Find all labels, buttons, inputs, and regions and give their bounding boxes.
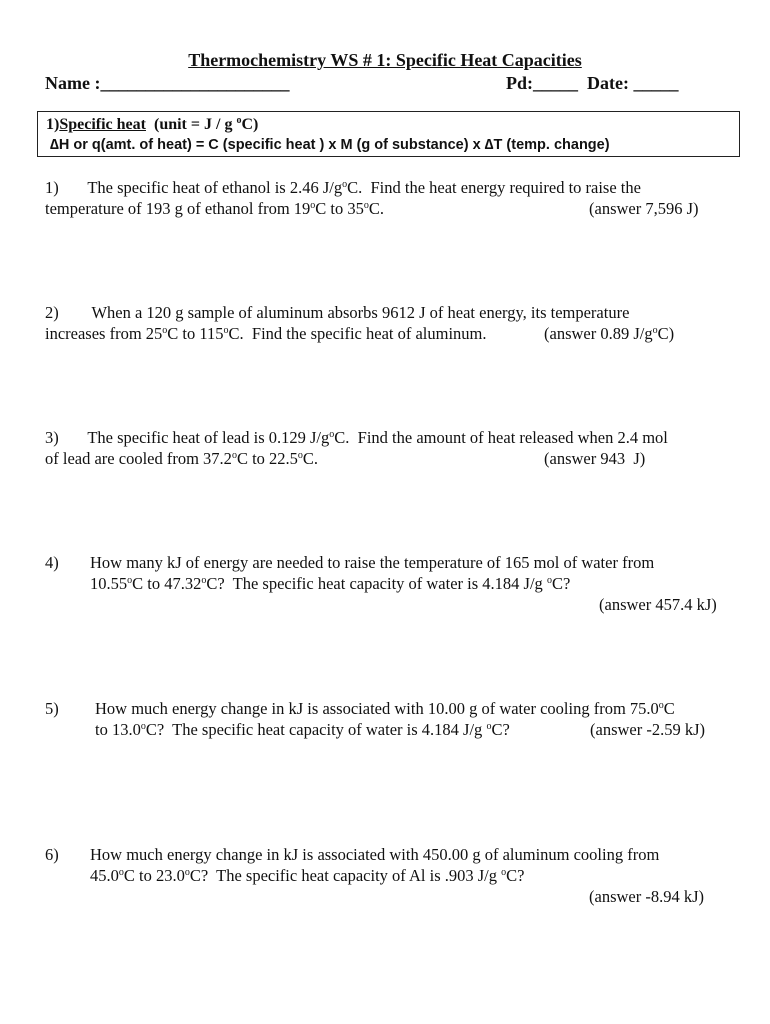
question-text: When a 120 g sample of aluminum absorbs 9612 J of heat energy, its temperature (91, 303, 630, 322)
degree-mark: o (231, 450, 237, 461)
degree-mark: o (363, 200, 369, 211)
specific-heat-formula-box (37, 111, 740, 157)
question-text: C? (551, 574, 571, 593)
question-text: The specific heat of lead is 0.129 J/g (87, 428, 330, 447)
degree-mark: o (223, 325, 229, 336)
formula-box-number: 1) (46, 116, 60, 133)
question-2-line-1 (45, 302, 629, 323)
degree-mark: o (546, 575, 552, 586)
question-4-line-1: How many kJ of energy are needed to raise the temperature of 165 mol of water from (90, 553, 655, 572)
question-text: C to 47.32 (132, 574, 202, 593)
question-text: C to 22.5 (236, 449, 298, 468)
degree-mark: o (652, 325, 658, 336)
question-text: C? The specific heat capacity of Al is .903 J/g (189, 866, 502, 885)
question-text: C (663, 699, 675, 718)
question-text: C? (491, 720, 510, 739)
degree-mark: o (329, 429, 335, 440)
date-blank: _____ (633, 73, 679, 93)
name-label: Name : (45, 73, 101, 93)
question-text: C. Find the heat energy required to raise the (347, 178, 641, 197)
question-text: C. Find the specific heat of aluminum. (228, 324, 487, 343)
date-label: Date: (587, 73, 629, 93)
degree-mark: o (162, 325, 168, 336)
answer-text: C) (657, 324, 675, 343)
unit-text-close: C) (241, 116, 259, 133)
unit-text-open: (unit = J / g (145, 116, 237, 133)
specific-heat-equation: ∆H or q(amt. of heat) = C (specific heat ) x M (g of substance) x ∆T (temp. change) (50, 137, 610, 153)
name-field-line (45, 73, 289, 94)
degree-mark: o (127, 575, 133, 586)
period-blank: _____ (533, 73, 578, 93)
degree-mark: o (184, 867, 190, 878)
degree-mark: o (140, 721, 146, 732)
name-blank: _____________________ (100, 73, 290, 93)
question-text: C? The specific heat capacity of water is 4.184 J/g (206, 574, 547, 593)
question-text: C? The specific heat capacity of water is 4.184 J/g (145, 720, 487, 739)
question-text: C. (302, 449, 319, 468)
question-2-answer (544, 323, 674, 344)
answer-text: (answer 0.89 J/g (544, 324, 653, 343)
period-date-line (506, 73, 678, 94)
period-label: Pd: (506, 73, 533, 93)
question-6-line-2 (90, 865, 524, 886)
question-5-answer: (answer -2.59 kJ) (590, 720, 706, 739)
formula-box-heading (46, 116, 258, 134)
question-text: How much energy change in kJ is associated with 10.00 g of water cooling from 75.0 (95, 699, 659, 718)
degree-mark: o (297, 450, 303, 461)
question-6-line-1: How much energy change in kJ is associated with 450.00 g of aluminum cooling from (90, 845, 660, 864)
degree-mark: o (658, 700, 664, 711)
question-4-line-2 (90, 573, 570, 594)
question-text: of lead are cooled from 37.2 (45, 449, 232, 468)
degree-mark: o (501, 867, 507, 878)
question-text: to 13.0 (95, 720, 141, 739)
question-number: 3) (45, 428, 59, 447)
question-text: C to 23.0 (123, 866, 185, 885)
question-6-number: 6) (45, 845, 59, 864)
question-text: increases from 25 (45, 324, 163, 343)
question-1-line-2 (45, 198, 384, 219)
question-1-answer: (answer 7,596 J) (589, 199, 699, 218)
degree-mark: o (342, 179, 348, 190)
question-text: C to 35 (315, 199, 364, 218)
question-3-answer: (answer 943 J) (544, 449, 646, 468)
question-6-answer: (answer -8.94 kJ) (589, 887, 705, 906)
question-text: C. (368, 199, 385, 218)
specific-heat-term: Specific heat (59, 116, 146, 133)
question-1-line-1 (45, 177, 641, 198)
question-text: 45.0 (90, 866, 119, 885)
question-5-number: 5) (45, 699, 59, 718)
question-5-line-1 (95, 698, 675, 719)
question-2-line-2 (45, 323, 487, 344)
question-number: 1) (45, 178, 59, 197)
question-text: temperature of 193 g of ethanol from 19 (45, 199, 311, 218)
degree-mark: o (310, 200, 316, 211)
degree-mark: o (486, 721, 492, 732)
question-3-line-1 (45, 427, 668, 448)
question-text: C to 115 (167, 324, 224, 343)
question-5-line-2 (95, 719, 510, 740)
question-text: C? (506, 866, 525, 885)
question-text: C. Find the amount of heat released when 2.4 mol (334, 428, 668, 447)
degree-mark: o (118, 867, 124, 878)
degree-mark: o (236, 115, 242, 126)
worksheet-title: Thermochemistry WS # 1: Specific Heat Capacities (188, 50, 582, 70)
question-text: The specific heat of ethanol is 2.46 J/g (87, 178, 343, 197)
question-4-answer: (answer 457.4 kJ) (599, 595, 717, 614)
question-3-line-2 (45, 448, 318, 469)
degree-mark: o (201, 575, 207, 586)
question-4-number: 4) (45, 553, 59, 572)
question-text: 10.55 (90, 574, 128, 593)
question-number: 2) (45, 303, 59, 322)
